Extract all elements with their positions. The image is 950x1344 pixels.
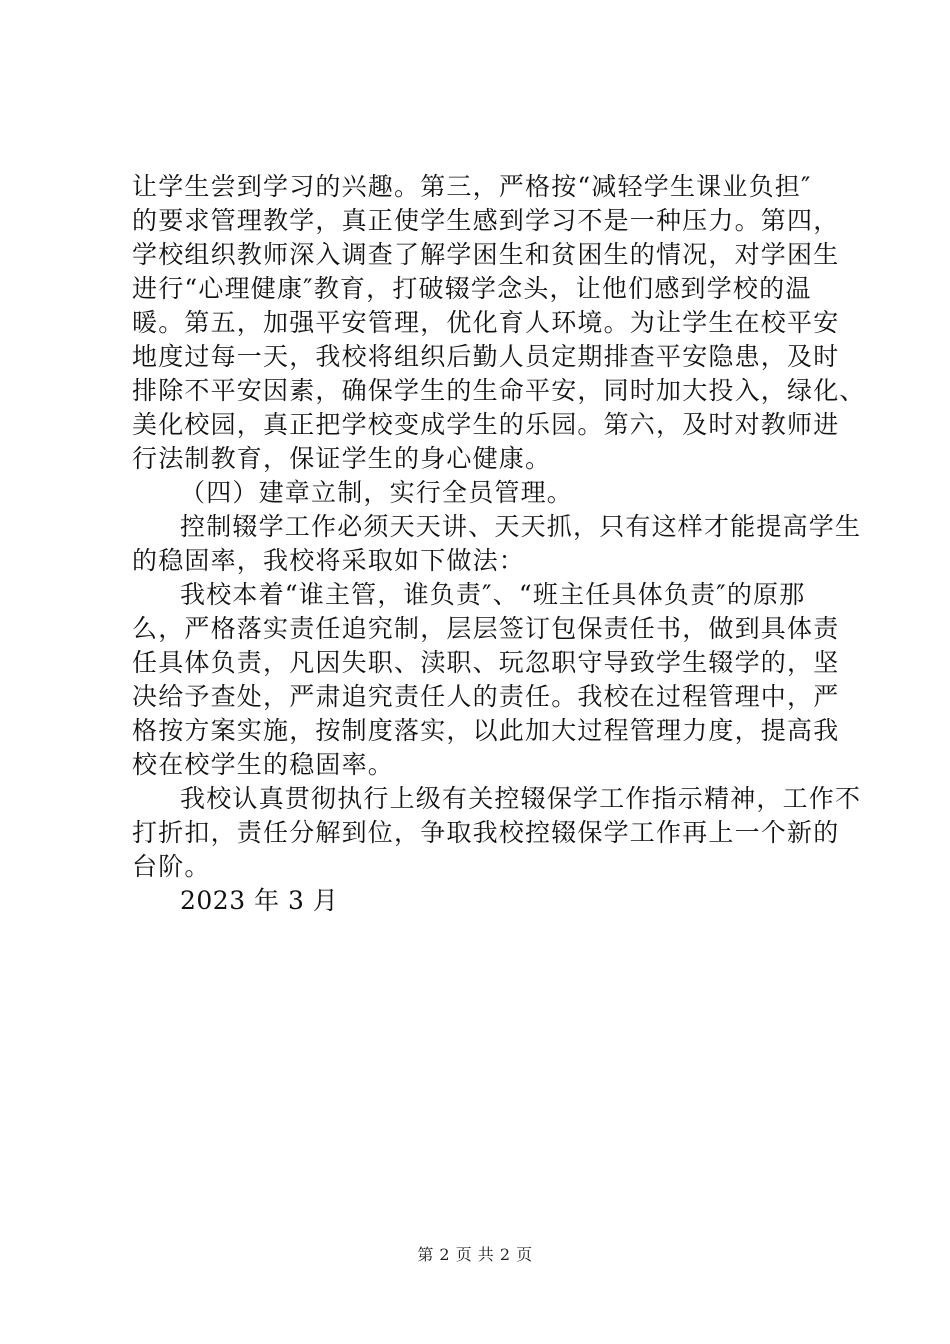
body-text-line: 么，严格落实责任追究制，层层签订包保责任书，做到具体责: [132, 614, 840, 643]
section-heading: （四）建章立制，实行全员管理。: [180, 478, 574, 507]
body-text-line: 美化校园，真正把学校变成学生的乐园。第六，及时对教师进: [132, 410, 840, 439]
body-text-line: 让学生尝到学习的兴趣。第三，严格按“减轻学生课业负担″: [132, 172, 812, 201]
body-text-line: 打折扣，责任分解到位，争取我校控辍保学工作再上一个新的: [132, 818, 840, 847]
body-text-line: 校在校学生的稳固率。: [132, 750, 395, 779]
body-text-line: 我校认真贯彻执行上级有关控辍保学工作指示精神，工作不: [180, 784, 862, 813]
document-date: 2023 年 3 月: [180, 886, 339, 915]
body-text-line: 排除不平安因素，确保学生的生命平安，同时加大投入，绿化、: [132, 376, 866, 405]
document-body: [132, 170, 866, 918]
body-text-line: 学校组织教师深入调查了解学困生和贫困生的情况，对学困生: [132, 240, 840, 269]
body-text-line: 我校本着“谁主管，谁负责″、“班主任具体负责″的原那: [180, 580, 806, 609]
body-text-line: 进行“心理健康″教育，打破辍学念头，让他们感到学校的温: [132, 274, 812, 303]
page-number-footer: 第 2 页 共 2 页: [417, 1245, 533, 1264]
body-text-line: 地度过每一天，我校将组织后勤人员定期排查平安隐患，及时: [132, 342, 840, 371]
body-text-line: 的要求管理教学，真正使学生感到学习不是一种压力。第四，: [132, 206, 840, 235]
body-text-line: 控制辍学工作必须天天讲、天天抓，只有这样才能提高学生: [180, 512, 862, 541]
body-text-line: 行法制教育，保证学生的身心健康。: [132, 444, 552, 473]
body-text-line: 暖。第五，加强平安管理，优化育人环境。为让学生在校平安: [132, 308, 840, 337]
body-text-line: 格按方案实施，按制度落实，以此加大过程管理力度，提高我: [132, 716, 840, 745]
body-text-line: 任具体负责，凡因失职、渎职、玩忽职守导致学生辍学的，坚: [132, 648, 840, 677]
body-text-line: 的稳固率，我校将采取如下做法：: [132, 546, 526, 575]
body-text-line: 台阶。: [132, 852, 211, 881]
body-text-line: 决给予查处，严肃追究责任人的责任。我校在过程管理中，严: [132, 682, 840, 711]
